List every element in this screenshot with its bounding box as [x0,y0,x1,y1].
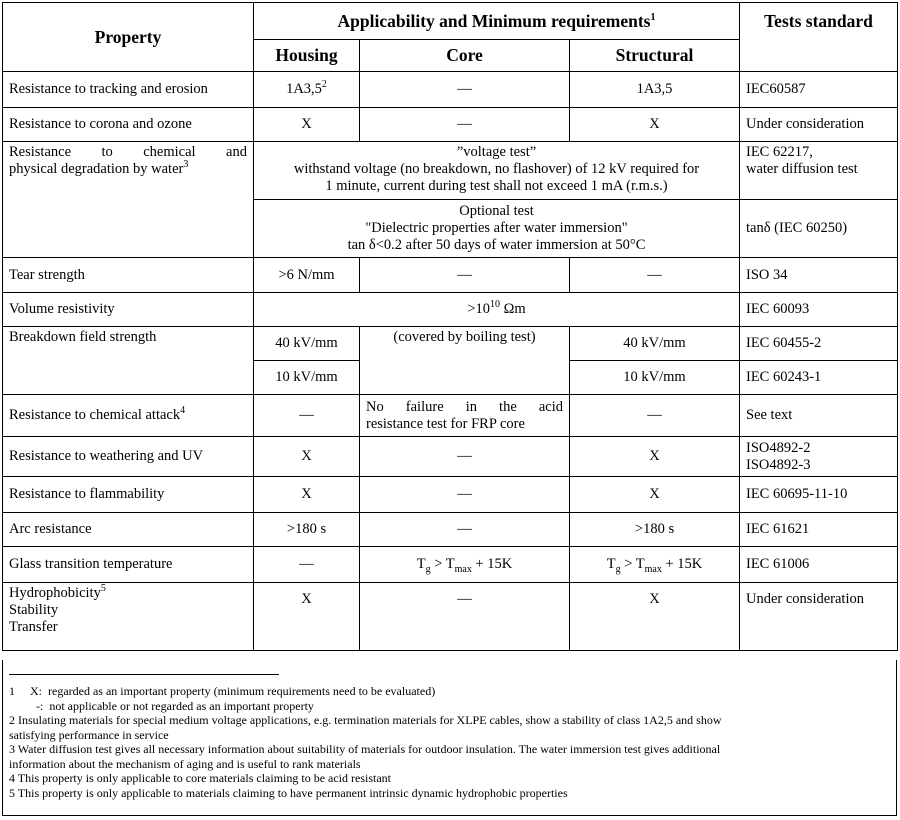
test-cell: ISO 34 [740,258,898,293]
structural-cell: X [570,108,740,142]
requirements-table [2,2,898,651]
header-core: Core [360,40,570,72]
table-row [3,72,898,108]
housing-cell: >6 N/mm [254,258,360,293]
test-cell: IEC 60093 [740,293,898,327]
table-row [3,327,898,361]
footnote-line: 3 Water diffusion test gives all necessary information about suitability of materials for outdoor insulation. The water immersion test gives additional [9,742,721,756]
core-cell: — [360,72,570,108]
property-cell: Resistance to flammability [3,477,254,513]
table-row [3,477,898,513]
structural-cell: X [570,583,740,651]
housing-cell: X [254,583,360,651]
housing-cell: — [254,395,360,437]
voltage-test-cell: ”voltage test” withstand voltage (no breakdown, no flashover) of 12 kV required for 1 minute, current during test shall not exceed 1 mA (r.m.s.) [254,142,740,200]
table-row [3,108,898,142]
housing-cell: X [254,477,360,513]
footnotes-box [2,660,897,816]
header-housing: Housing [254,40,360,72]
test-cell: IEC 62217, water diffusion test [740,142,898,200]
core-cell: — [360,513,570,547]
housing-cell: X [254,108,360,142]
property-cell: Breakdown field strength [3,327,254,395]
footnote-line: 1 X: regarded as an important property (minimum requirements need to be evaluated) [9,684,436,698]
structural-cell: X [570,437,740,477]
housing-cell: >180 s [254,513,360,547]
footnote-list [9,684,889,800]
structural-cell: >180 s [570,513,740,547]
footnote-line: 5 This property is only applicable to materials claiming to have permanent intrinsic dynamic hydrophobic properties [9,785,568,800]
footnote-line: 2 Insulating materials for special medium voltage applications, e.g. termination materials for XLPE cables, show a stability of class 1A2,5 and show [9,713,722,727]
housing-cell: 10 kV/mm [254,361,360,395]
test-cell: Under consideration [740,108,898,142]
property-cell: Resistance to weathering and UV [3,437,254,477]
test-cell: IEC 60243-1 [740,361,898,395]
structural-cell: 10 kV/mm [570,361,740,395]
structural-cell: $T_g > T_{max} + 15K$ [570,547,740,583]
table-row [3,142,898,200]
table-row [3,437,898,477]
housing-cell: — [254,547,360,583]
property-cell: Arc resistance [3,513,254,547]
structural-cell: — [570,258,740,293]
test-cell: IEC60587 [740,72,898,108]
core-cell: (covered by boiling test) [360,327,570,395]
housing-cell: $1A3,5^2$ [254,72,360,108]
structural-cell: X [570,477,740,513]
core-cell: — [360,477,570,513]
property-cell: Resistance to corona and ozone [3,108,254,142]
header-structural: Structural [570,40,740,72]
test-cell: IEC 61006 [740,547,898,583]
footnote-line: -: not applicable or not regarded as an important property [9,698,314,713]
property-cell: Hydrophobicity$^5$ Stability Transfer [3,583,254,651]
housing-cell: 40 kV/mm [254,327,360,361]
test-cell: ISO4892-2 ISO4892-3 [740,437,898,477]
footnote-line: satisfying performance in service [9,727,169,742]
table-row [3,293,898,327]
core-cell: — [360,258,570,293]
property-cell: Volume resistivity [3,293,254,327]
table-row [3,547,898,583]
structural-cell: 1A3,5 [570,72,740,108]
table-row [3,395,898,437]
table-row [3,258,898,293]
core-cell: $T_g > T_{max} + 15K$ [360,547,570,583]
test-cell: IEC 61621 [740,513,898,547]
test-cell: IEC 60695-11-10 [740,477,898,513]
test-cell: Under consideration [740,583,898,651]
optional-test-cell: Optional test "Dielectric properties after water immersion" tan δ<0.2 after 50 days of water immersion at 50°C [254,200,740,258]
core-cell: — [360,108,570,142]
test-cell: See text [740,395,898,437]
property-cell: Glass transition temperature [3,547,254,583]
volume-value-cell: $>10^{10}$ Ωm [254,293,740,327]
footnote-divider [9,674,279,675]
property-cell: Tear strength [3,258,254,293]
test-cell: tanδ (IEC 60250) [740,200,898,258]
property-cell: Resistance to tracking and erosion [3,72,254,108]
header-applicability: Applicability and Minimum requirements$^1$ [254,3,740,40]
core-cell: — [360,437,570,477]
structural-cell: — [570,395,740,437]
property-cell: Resistance to chemical attack$^4$ [3,395,254,437]
property-cell: Resistance to chemical and physical degradation by water$^3$ [3,142,254,258]
header-tests-standard: Tests standard [740,3,898,72]
core-cell: No failure in the acid resistance test for FRP core [360,395,570,437]
header-property: Property [3,3,254,72]
footnote-line: information about the mechanism of aging and is useful to rank materials [9,756,361,771]
table-row [3,513,898,547]
test-cell: IEC 60455-2 [740,327,898,361]
header-row [3,3,898,40]
housing-cell: X [254,437,360,477]
structural-cell: 40 kV/mm [570,327,740,361]
table-row [3,583,898,651]
core-cell: — [360,583,570,651]
footnote-line: 4 This property is only applicable to core materials claiming to be acid resistant [9,771,392,785]
